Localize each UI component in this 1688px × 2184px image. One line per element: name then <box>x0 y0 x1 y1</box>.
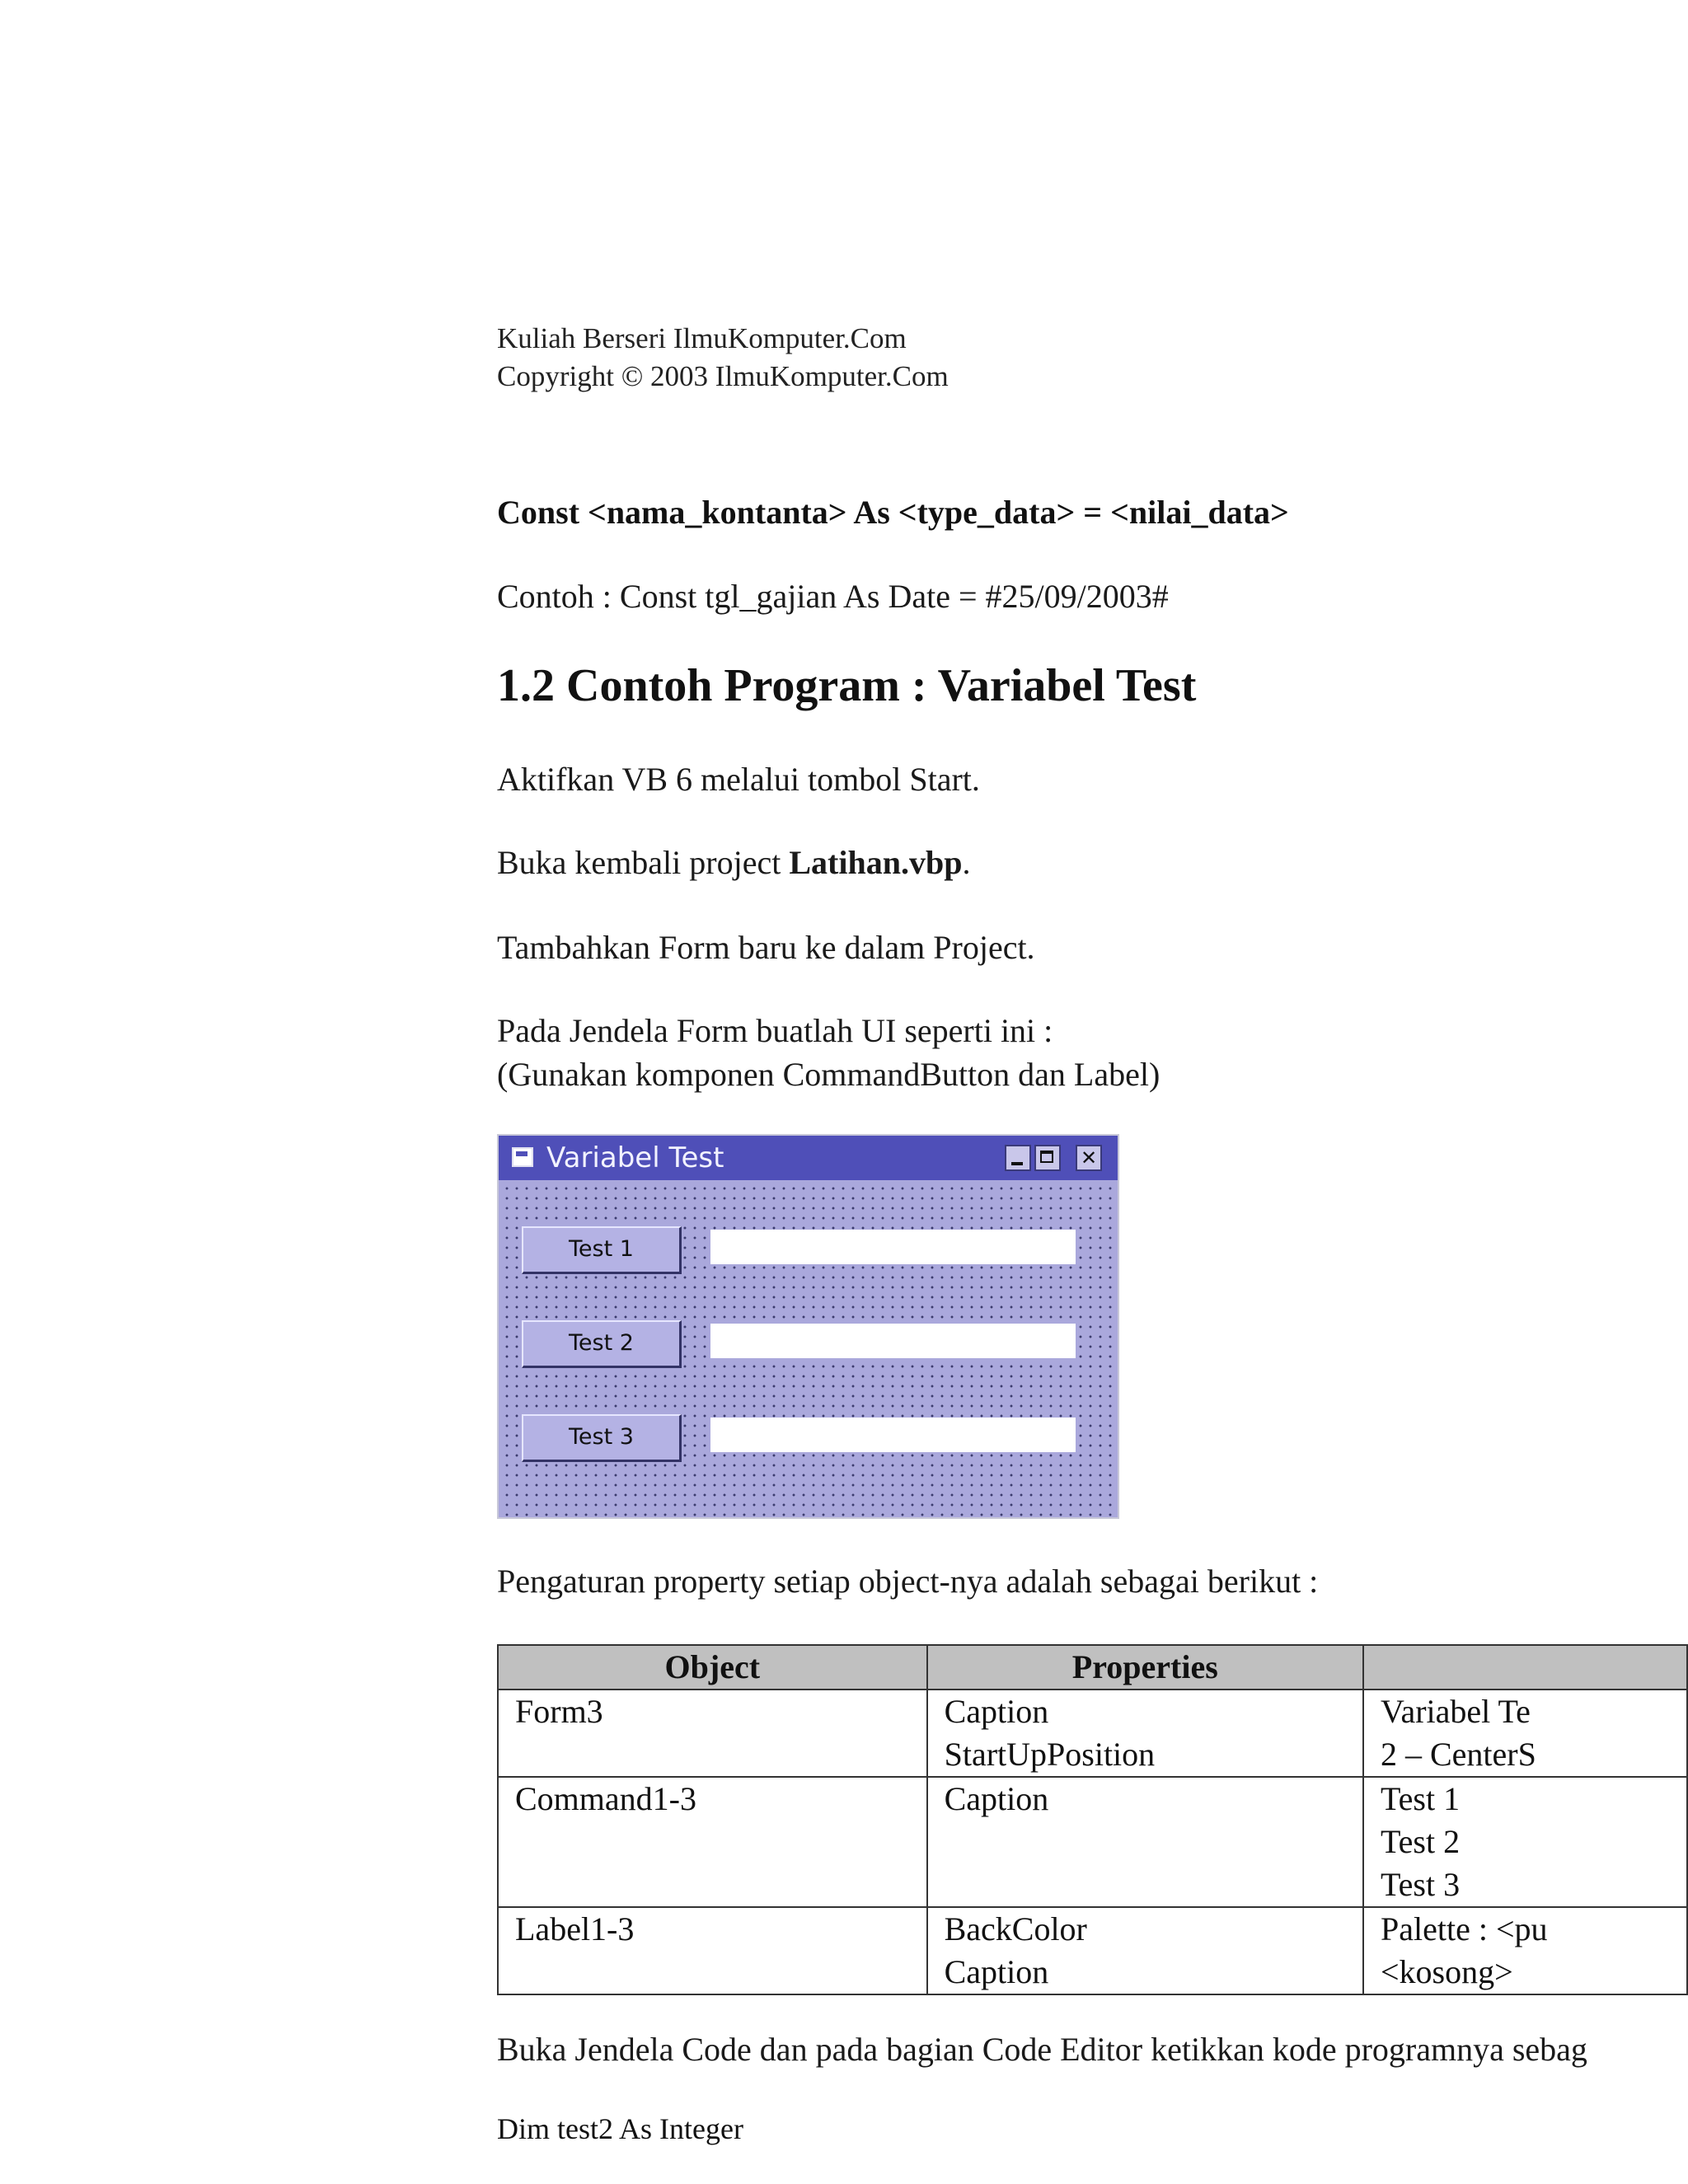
property-value: 2 – CenterS <box>1381 1736 1536 1773</box>
table-row <box>498 1690 1687 1777</box>
property-name: Caption <box>944 1693 1049 1730</box>
property-intro: Pengaturan property setiap object-nya adalah sebagai berikut : <box>497 1563 1319 1600</box>
property-name: Caption <box>944 1953 1049 1990</box>
vb-form-title: Variabel Test <box>546 1141 724 1174</box>
column-header-object: Object <box>498 1645 927 1690</box>
property-name: BackColor <box>944 1910 1087 1947</box>
property-table <box>497 1644 1688 1995</box>
vb-form-window <box>497 1134 1119 1519</box>
property-value: Variabel Te <box>1381 1693 1531 1730</box>
step-open-project-text: Buka kembali project <box>497 844 790 881</box>
const-syntax-line: Const <nama_kontanta> As <type_data> = <nilai_data> <box>497 494 1289 531</box>
command-button-test-1[interactable]: Test 1 <box>522 1226 682 1274</box>
section-heading: 1.2 Contoh Program : Variabel Test <box>497 660 1197 711</box>
cell-properties <box>927 1777 1363 1907</box>
step-build-ui: Pada Jendela Form buatlah UI seperti ini : <box>497 1012 1053 1049</box>
cell-object: Command1-3 <box>498 1777 927 1907</box>
minimize-button[interactable] <box>1005 1145 1031 1171</box>
cell-object: Label1-3 <box>498 1907 927 1994</box>
page-header <box>497 320 949 396</box>
table-header-row <box>498 1645 1687 1690</box>
vb-form-titlebar[interactable] <box>499 1136 1118 1180</box>
command-button-test-2[interactable]: Test 2 <box>522 1320 682 1368</box>
property-value: Test 3 <box>1381 1866 1461 1903</box>
cell-properties <box>927 1690 1363 1777</box>
property-value: Test 1 <box>1381 1780 1461 1817</box>
property-value: Test 2 <box>1381 1823 1461 1860</box>
cell-values <box>1363 1907 1687 1994</box>
cell-values <box>1363 1690 1687 1777</box>
maximize-button[interactable] <box>1034 1145 1061 1171</box>
cell-properties <box>927 1907 1363 1994</box>
cell-values <box>1363 1777 1687 1907</box>
form-window-icon <box>512 1147 533 1167</box>
label-1[interactable] <box>710 1230 1076 1264</box>
close-button[interactable] <box>1076 1145 1102 1171</box>
step-build-ui-note: (Gunakan komponen CommandButton dan Label) <box>497 1056 1160 1093</box>
label-2[interactable] <box>710 1324 1076 1358</box>
code-intro: Buka Jendela Code dan pada bagian Code Editor ketikkan kode programnya sebag <box>497 2031 1587 2068</box>
const-example-line: Contoh : Const tgl_gajian As Date = #25/09/2003# <box>497 578 1169 615</box>
vb-form-client-area <box>499 1180 1118 1517</box>
maximize-icon <box>1040 1151 1053 1163</box>
property-name: Caption <box>944 1780 1049 1817</box>
project-filename: Latihan.vbp <box>789 844 963 881</box>
property-name: StartUpPosition <box>944 1736 1156 1773</box>
close-icon: ✕ <box>1080 1146 1098 1169</box>
column-header-properties: Properties <box>927 1645 1363 1690</box>
step-open-project-end: . <box>962 844 971 881</box>
cell-object: Form3 <box>498 1690 927 1777</box>
label-3[interactable] <box>710 1418 1076 1452</box>
minimize-icon <box>1011 1162 1023 1165</box>
table-row <box>498 1907 1687 1994</box>
property-value: <kosong> <box>1381 1953 1513 1990</box>
code-first-line: Dim test2 As Integer <box>497 2112 743 2145</box>
command-button-test-3[interactable]: Test 3 <box>522 1414 682 1462</box>
step-start-vb: Aktifkan VB 6 melalui tombol Start. <box>497 761 980 798</box>
step-add-form: Tambahkan Form baru ke dalam Project. <box>497 929 1035 966</box>
column-header-value <box>1363 1645 1687 1690</box>
table-row <box>498 1777 1687 1907</box>
header-series-title: Kuliah Berseri IlmuKomputer.Com <box>497 322 907 354</box>
step-open-project <box>497 843 970 882</box>
header-copyright: Copyright © 2003 IlmuKomputer.Com <box>497 360 949 392</box>
property-value: Palette : <pu <box>1381 1910 1548 1947</box>
